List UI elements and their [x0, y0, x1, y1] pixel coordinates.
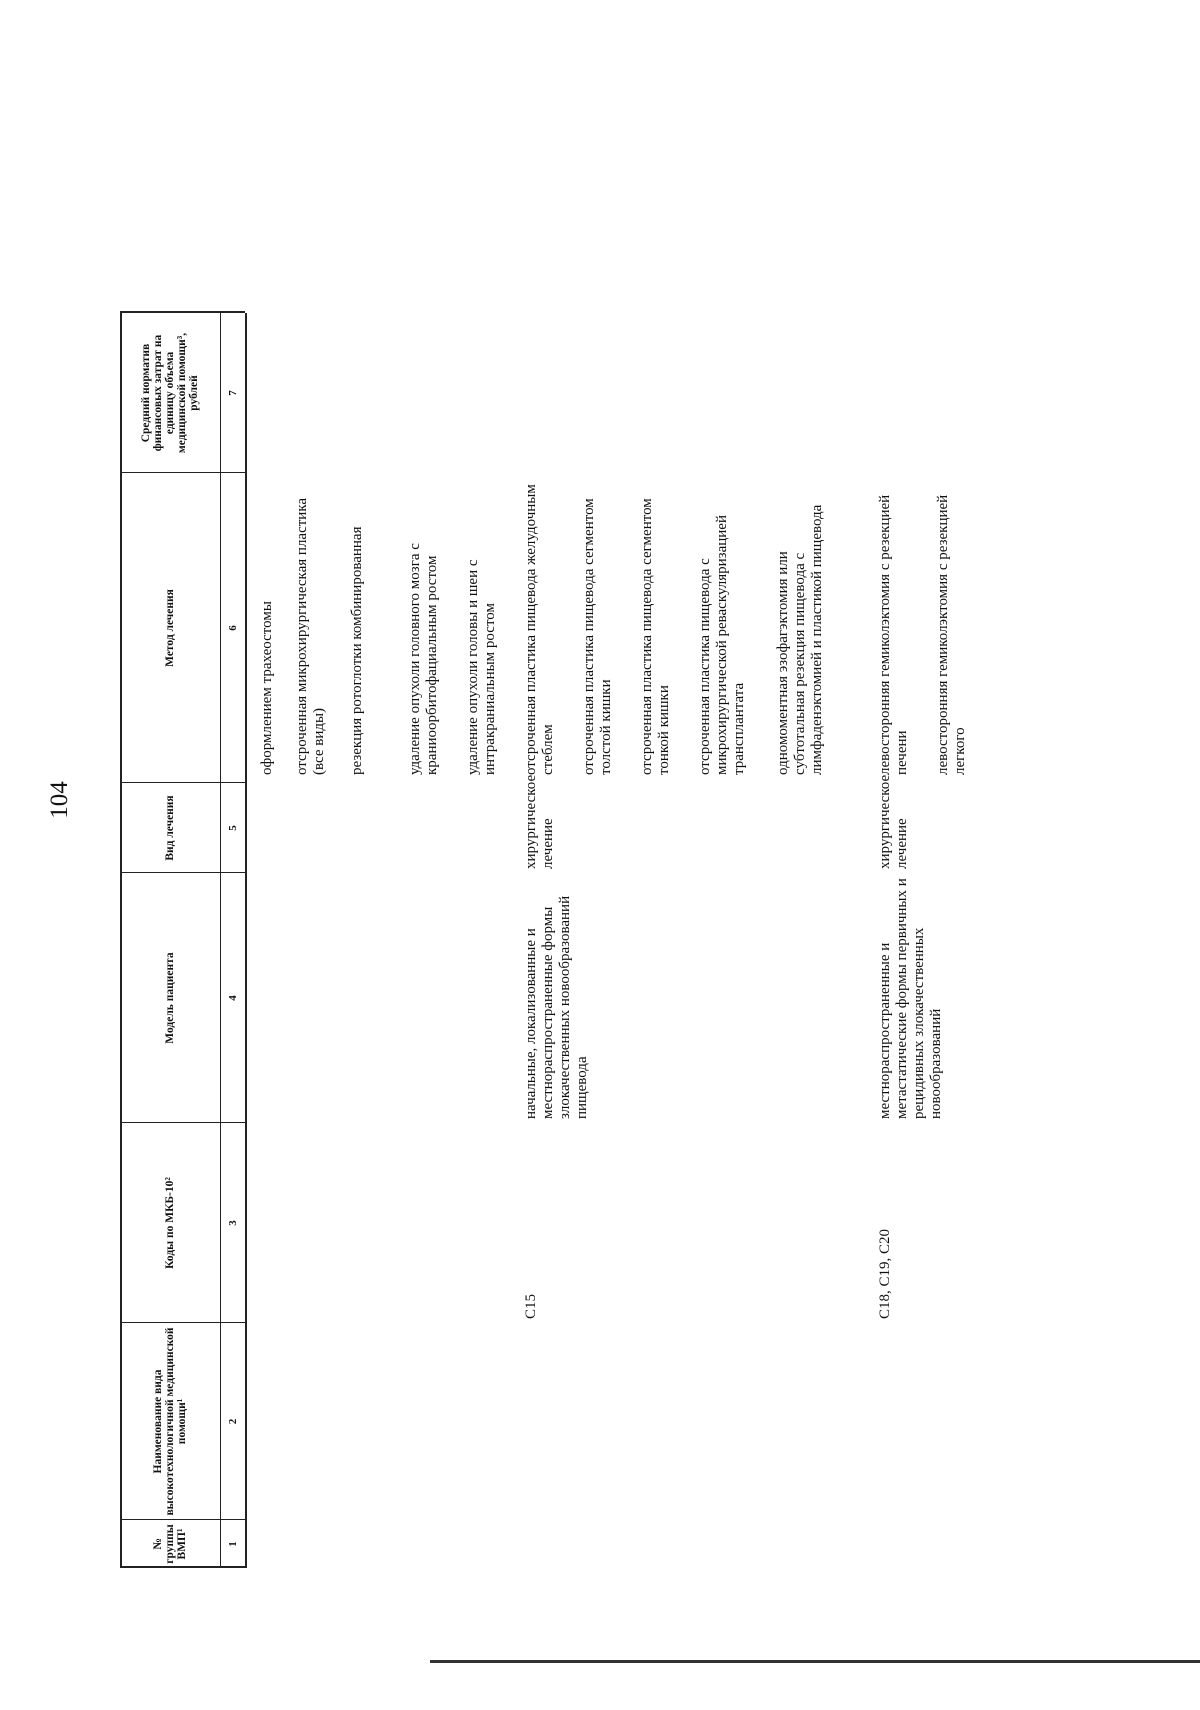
method-item: одномоментная эзофагэктомия или субтотальная резекция пищевода с лимфаденэктомией и пластикой пищевода — [775, 504, 825, 775]
row-c18-patient-model: местнораспространенные и метастатические формы первичных и рецидивных злокачественных новообразований — [877, 878, 944, 1119]
vline-2 — [120, 1519, 245, 1520]
vline-3 — [120, 1322, 245, 1323]
header-col-2: Наименование вида высокотехнологичной медицинской помощи¹ — [152, 1327, 188, 1516]
row-c18-codes: C18, C19, C20 — [877, 1228, 893, 1319]
method-item: отсроченная пластика пищевода сегментом тонкой кишки — [639, 498, 672, 775]
method-item: резекция ротоглотки комбинированная — [349, 526, 365, 775]
col-number-2: 2 — [226, 1418, 239, 1425]
rotated-table — [120, 68, 1190, 1568]
col-number-4: 4 — [226, 995, 239, 1001]
method-item: удаление опухоли головы и шеи с интракраниальным ростом — [465, 559, 498, 775]
vline-4 — [120, 1122, 245, 1123]
header-col-6: Метод лечения — [164, 589, 176, 667]
row-c18-treatment-type: хирургическое лечение — [877, 774, 910, 869]
method-item: оформлением трахеостомы — [259, 601, 275, 775]
scan-bottom-rule — [430, 1660, 1200, 1663]
row-c15-patient-model: начальные, локализованные и местнораспространенные формы злокачественных новообразований пищевода — [523, 895, 590, 1119]
col-number-3: 3 — [226, 1220, 239, 1226]
header-col-5: Вид лечения — [164, 795, 176, 861]
method-item: левосторонняя гемиколэктомия с резекцией печени — [877, 494, 910, 775]
header-col-7: Средний норматив финансовых затрат на единицу объема медицинской помощи³, рублей — [140, 332, 200, 454]
method-item: отсроченная микрохирургическая пластика (все виды) — [294, 497, 327, 775]
row-c15-codes: C15 — [523, 1293, 539, 1319]
method-item: удаление опухоли головного мозга с краниоорбитофациальным ростом — [407, 543, 440, 775]
col-number-5: 5 — [226, 825, 239, 831]
col-number-7: 7 — [226, 390, 239, 396]
row-c15-treatment-type: хирургическое лечение — [523, 774, 556, 869]
col-number-1: 1 — [226, 1541, 239, 1547]
method-item: отсроченная пластика пищевода желудочным стеблем — [523, 484, 556, 775]
method-item: отсроченная пластика пищевода сегментом толстой кишки — [581, 498, 614, 775]
header-col-3: Коды по МКБ-10² — [164, 1177, 176, 1269]
header-col-4: Модель пациента — [164, 952, 176, 1044]
vline-1 — [120, 1567, 245, 1569]
method-item: левосторонняя гемиколэктомия с резекцией легкого — [935, 494, 968, 775]
page-number: 104 — [46, 781, 73, 819]
vline-8 — [120, 312, 245, 314]
methods-column — [120, 473, 1190, 783]
vline-5 — [120, 872, 245, 873]
header-col-1: № группы ВМП¹ — [152, 1524, 188, 1564]
method-item: отсроченная пластика пищевода с микрохирургической реваскуляризацией трансплантата — [697, 515, 747, 775]
col-number-6: 6 — [226, 625, 239, 631]
